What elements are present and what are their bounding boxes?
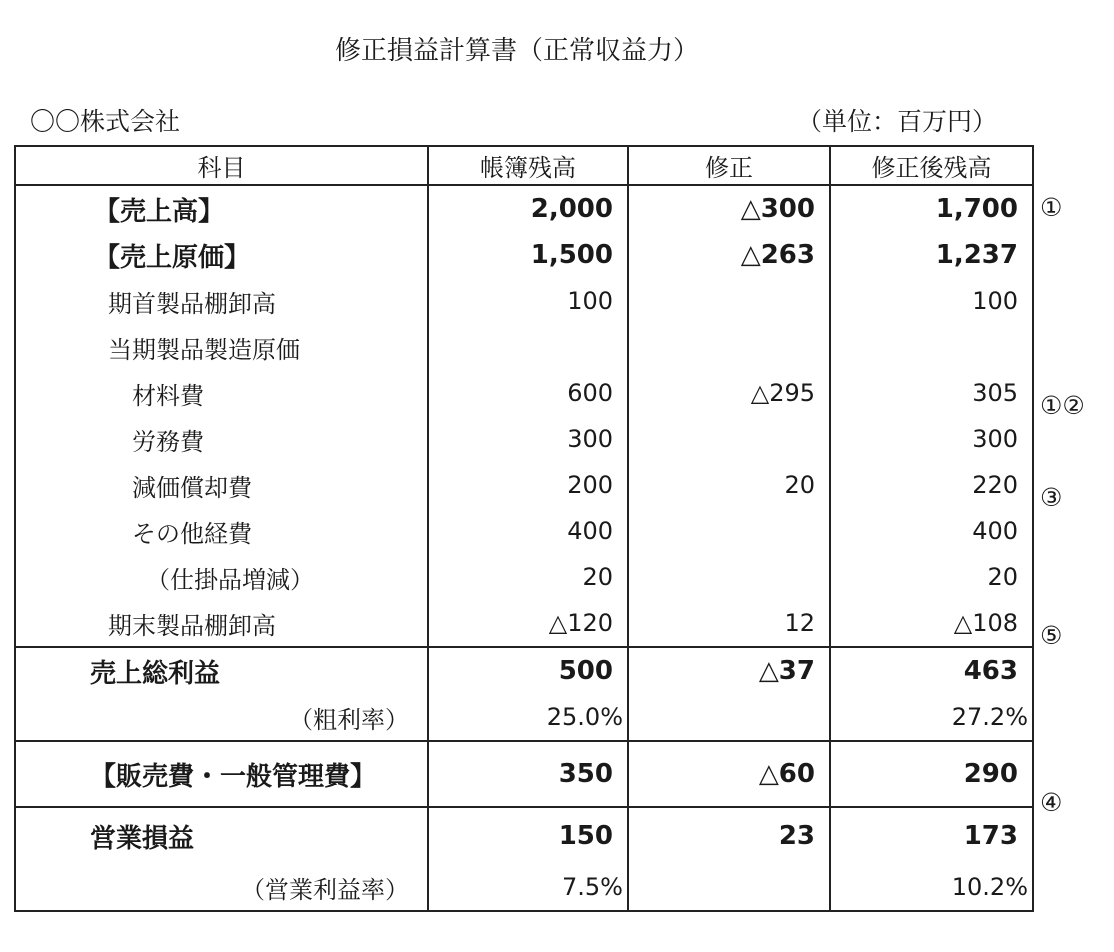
note-marker: ① bbox=[1040, 193, 1063, 222]
book-value: 200 bbox=[428, 462, 628, 508]
adjustment-value bbox=[628, 416, 830, 462]
row-label: 売上総利益 bbox=[15, 647, 428, 694]
adjustment-value: △263 bbox=[628, 232, 830, 278]
table-row bbox=[15, 278, 1033, 324]
table-row bbox=[15, 694, 1033, 741]
book-value: 150 bbox=[428, 807, 628, 864]
table-row bbox=[15, 741, 1033, 807]
adjusted-value: 1,237 bbox=[830, 232, 1033, 278]
company-name: 〇〇株式会社 bbox=[30, 107, 181, 136]
book-value: △120 bbox=[428, 600, 628, 647]
row-label: （仕掛品増減） bbox=[15, 554, 428, 600]
income-statement-table bbox=[14, 145, 1034, 912]
book-value: 350 bbox=[428, 741, 628, 807]
adjustment-value: △300 bbox=[628, 185, 830, 232]
book-value: 1,500 bbox=[428, 232, 628, 278]
book-value: 400 bbox=[428, 508, 628, 554]
note-marker: ⑤ bbox=[1040, 621, 1063, 650]
table-row bbox=[15, 462, 1033, 508]
adjustment-value bbox=[628, 278, 830, 324]
book-value: 100 bbox=[428, 278, 628, 324]
table-row bbox=[15, 864, 1033, 911]
adjustment-value bbox=[628, 324, 830, 370]
note-marker: ①② bbox=[1040, 391, 1085, 420]
book-value: 500 bbox=[428, 647, 628, 694]
adjustment-value: 23 bbox=[628, 807, 830, 864]
row-label: 【売上原価】 bbox=[15, 232, 428, 278]
table-row bbox=[15, 807, 1033, 864]
row-label: 【売上高】 bbox=[15, 185, 428, 232]
book-value: 25.0% bbox=[428, 694, 628, 741]
adjustment-value bbox=[628, 508, 830, 554]
table-row bbox=[15, 185, 1033, 232]
table-row bbox=[15, 324, 1033, 370]
column-header-account: 科目 bbox=[15, 146, 428, 185]
table-row bbox=[15, 600, 1033, 647]
adjustment-value: 12 bbox=[628, 600, 830, 647]
row-label: 営業損益 bbox=[15, 807, 428, 864]
adjustment-value: △295 bbox=[628, 370, 830, 416]
adjusted-value: △108 bbox=[830, 600, 1033, 647]
book-value: 7.5% bbox=[428, 864, 628, 911]
row-label: 労務費 bbox=[15, 416, 428, 462]
table-row bbox=[15, 232, 1033, 278]
adjusted-value: 300 bbox=[830, 416, 1033, 462]
note-marker: ④ bbox=[1040, 788, 1063, 817]
adjusted-value: 173 bbox=[830, 807, 1033, 864]
adjusted-value bbox=[830, 324, 1033, 370]
row-label: 【販売費・一般管理費】 bbox=[15, 741, 428, 807]
book-value: 600 bbox=[428, 370, 628, 416]
table-row bbox=[15, 416, 1033, 462]
adjusted-value: 305 bbox=[830, 370, 1033, 416]
row-label: その他経費 bbox=[15, 508, 428, 554]
adjustment-value: △60 bbox=[628, 741, 830, 807]
adjustment-value: 20 bbox=[628, 462, 830, 508]
table-header-row bbox=[15, 146, 1033, 185]
note-marker: ③ bbox=[1040, 483, 1063, 512]
adjusted-value: 10.2% bbox=[830, 864, 1033, 911]
column-header-adjusted-balance: 修正後残高 bbox=[830, 146, 1033, 185]
row-label: （粗利率） bbox=[15, 694, 428, 741]
page-title: 修正損益計算書（正常収益力） bbox=[334, 36, 699, 66]
row-label: （営業利益率） bbox=[15, 864, 428, 911]
adjusted-value: 400 bbox=[830, 508, 1033, 554]
adjusted-value: 27.2% bbox=[830, 694, 1033, 741]
adjusted-value: 220 bbox=[830, 462, 1033, 508]
table-row bbox=[15, 370, 1033, 416]
table-row bbox=[15, 647, 1033, 694]
table-row bbox=[15, 508, 1033, 554]
adjustment-value bbox=[628, 554, 830, 600]
adjustment-value: △37 bbox=[628, 647, 830, 694]
book-value: 300 bbox=[428, 416, 628, 462]
row-label: 材料費 bbox=[15, 370, 428, 416]
row-label: 期末製品棚卸高 bbox=[15, 600, 428, 647]
adjusted-value: 290 bbox=[830, 741, 1033, 807]
book-value: 20 bbox=[428, 554, 628, 600]
column-header-book-balance: 帳簿残高 bbox=[428, 146, 628, 185]
unit-label: （単位：百万円） bbox=[797, 107, 998, 136]
book-value: 2,000 bbox=[428, 185, 628, 232]
adjusted-value: 463 bbox=[830, 647, 1033, 694]
table-row bbox=[15, 554, 1033, 600]
adjustment-value bbox=[628, 864, 830, 911]
adjusted-value: 1,700 bbox=[830, 185, 1033, 232]
row-label: 当期製品製造原価 bbox=[15, 324, 428, 370]
adjustment-value bbox=[628, 694, 830, 741]
column-header-adjustment: 修正 bbox=[628, 146, 830, 185]
row-label: 期首製品棚卸高 bbox=[15, 278, 428, 324]
book-value bbox=[428, 324, 628, 370]
adjusted-value: 20 bbox=[830, 554, 1033, 600]
adjusted-value: 100 bbox=[830, 278, 1033, 324]
row-label: 減価償却費 bbox=[15, 462, 428, 508]
